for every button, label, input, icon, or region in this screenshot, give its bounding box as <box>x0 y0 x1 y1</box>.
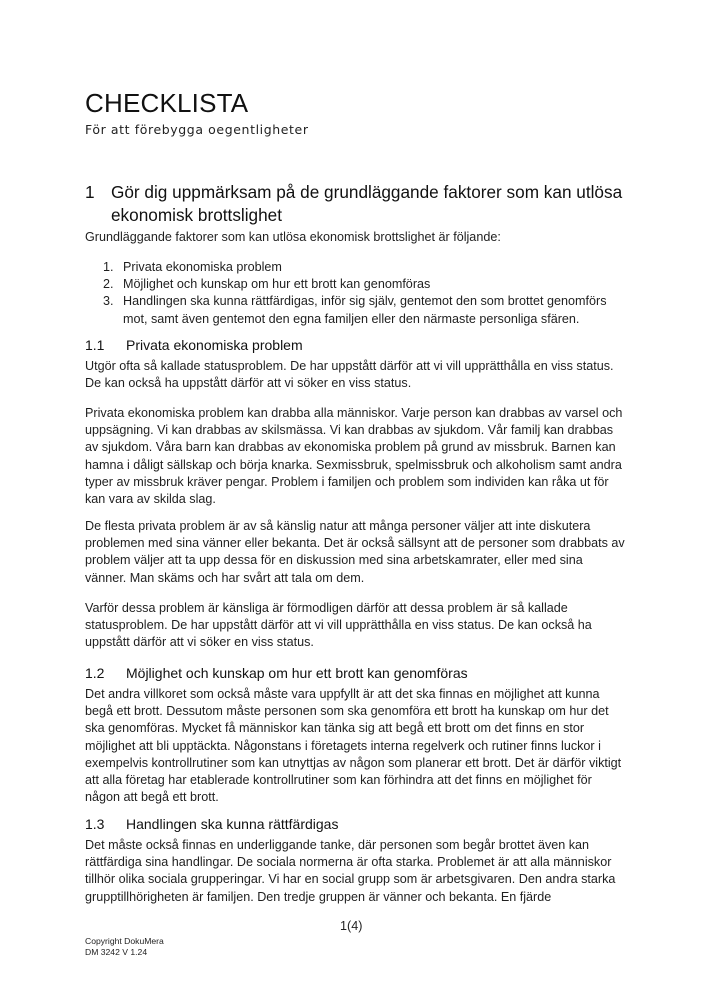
section-1-1-para-4: Varför dessa problem är känsliga är förmodligen därför att dessa problem är så kallade statusproblem. De har uppstått därför att vi vill upprätthålla en viss status. De kan också ha uppstått därför att vi söker en viss status. <box>85 601 592 650</box>
list-item: 3. Handlingen ska kunna rättfärdigas, inför sig själv, gentemot den som brottet genomförs mot, samt även gentemot den egna familjen eller den närmaste personliga sfären. <box>103 294 607 326</box>
section-1-1-para-2: Privata ekonomiska problem kan drabba alla människor. Varje person kan drabbas av varsel och uppsägning. Vi kan drabbas av skilsmässa. Vi kan drabbas av sjukdom. Vår familj kan drabbas av sjukdom. Våra barn kan drabbas av ekonomiska problem på grund av missbruk. Barnen kan hamna i dåligt sällskap och börja knarka. Sexmissbruk, spelmissbruk och alkoholism samt andra typer av missbruk kräver pengar. Problem i familjen och problem som individen kan råka ut för kan vara av skilda slag. <box>85 406 623 507</box>
section-1-2-para-1: Det andra villkoret som också måste vara uppfyllt är att det ska finnas en möjlighet att kunna begå ett brott. Dessutom måste personen som ska genomföra ett brott ha kunskap om hur det ska genomföras. Mycket få människor kan tänka sig att begå ett brott om det finns en stor möjlighet att bli upptäckta. Någonstans i företagets interna regelverk och rutiner finns luckor i exempelvis kontrollrutiner som kan utnyttjas av någon som planerar ett brott. Det är därför viktigt att alla företag har etablerade kontrollrutiner som kan förhindra att det finns en möjlighet för någon att begå ett brott. <box>85 687 622 805</box>
section-1-heading <box>85 181 625 227</box>
section-1-3-heading <box>85 815 625 833</box>
list-item: 1. Privata ekonomiska problem <box>103 260 282 274</box>
section-1-1-para-1: Utgör ofta så kallade statusproblem. De har uppstått därför att vi vill upprätthålla en viss status. De kan också ha uppstått därför att vi söker en viss status. <box>85 359 614 391</box>
document-subtitle: För att förebygga oegentligheter <box>85 122 309 137</box>
footer-copyright: Copyright DokuMera <box>85 936 164 946</box>
section-1-3-title: Handlingen ska kunna rättfärdigas <box>126 816 339 832</box>
section-1-2-title: Möjlighet och kunskap om hur ett brott kan genomföras <box>126 665 468 681</box>
section-1-1-para-3: De flesta privata problem är av så känslig natur att många personer väljer att inte diskutera problemen med sina vänner eller bekanta. Det är också sällsynt att de personer som drabbats av problem väljer att ta upp dessa för en diskussion med sina arbetskamrater, eller med sina vänner. Man skäms och har svårt att tala om dem. <box>85 519 625 585</box>
footer-doc-id: DM 3242 V 1.24 <box>85 947 148 957</box>
section-1-2-number: 1.2 <box>85 665 105 681</box>
document-title: CHECKLISTA <box>85 88 249 118</box>
footer <box>85 936 164 958</box>
section-1-1-title: Privata ekonomiska problem <box>126 337 303 353</box>
factor-list <box>103 259 623 328</box>
page-number: 1(4) <box>340 919 363 933</box>
section-1-3-number: 1.3 <box>85 816 105 832</box>
title-block <box>85 88 625 140</box>
section-1-number: 1 <box>85 182 95 202</box>
section-1-3-para-1: Det måste också finnas en underliggande tanke, där personen som begår brottet även kan rättfärdiga sina handlingar. De sociala normerna är ofta starka. Problemet är att alla människor tillhör olika sociala grupperingar. Vi har en social grupp som är arbetsgivaren. Den andra starka grupptillhörigheten är familjen. Den tredje gruppen är vänner och bekanta. En fjärde <box>85 838 616 904</box>
section-1-title: Gör dig uppmärksam på de grundläggande faktorer som kan utlösa ekonomisk brottslighet <box>111 182 623 225</box>
list-item: 2. Möjlighet och kunskap om hur ett brott kan genomföras <box>103 277 431 292</box>
section-1-intro-block <box>85 229 625 246</box>
section-1-intro: Grundläggande faktorer som kan utlösa ekonomisk brottslighet är följande: <box>85 230 501 244</box>
section-1-1-number: 1.1 <box>85 337 105 353</box>
section-1-2-heading <box>85 664 625 682</box>
section-1-1-heading <box>85 336 625 354</box>
